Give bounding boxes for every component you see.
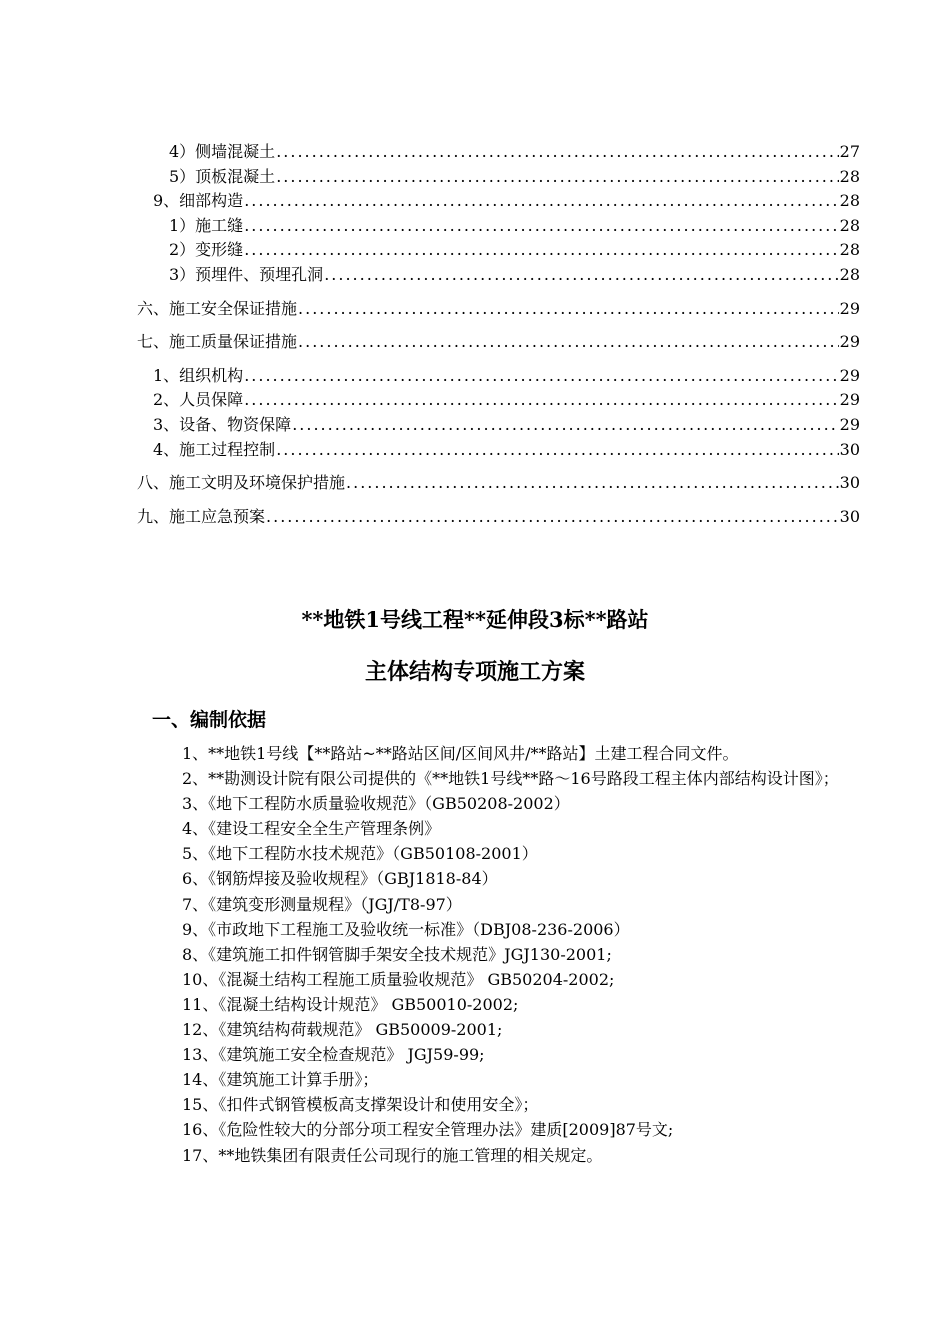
toc-leader-dots [244,388,838,413]
toc-leader-dots [292,413,838,438]
toc-entry[interactable] [137,238,860,263]
reference-item: 9、《市政地下工程施工及验收统一标准》（DBJ08-236-2006） [182,919,630,939]
reference-item: 11、《混凝土结构设计规范》 GB50010-2002; [182,994,519,1014]
reference-item: 15、《扣件式钢管模板高支撑架设计和使用安全》； [182,1095,539,1115]
document-title-line-1: **地铁1号线工程**延伸段3标**路站 [301,607,649,632]
toc-entry[interactable] [137,505,860,530]
reference-item: 14、《建筑施工计算手册》； [182,1070,379,1090]
toc-leader-dots [244,238,838,263]
reference-item: 8、《建筑施工扣件钢管脚手架安全技术规范》JGJ130-2001; [182,944,612,964]
table-of-contents [137,140,860,529]
toc-leader-dots [244,189,838,214]
toc-entry-label: 七、施工质量保证措施 [137,332,298,352]
toc-leader-dots [298,297,839,322]
toc-entry-label: 1）施工缝 [169,215,244,235]
toc-leader-dots [244,364,838,389]
toc-entry[interactable] [137,263,860,288]
reference-item: 7、《建筑变形测量规程》（JGJ/T8-97） [182,894,462,914]
toc-entry[interactable] [137,214,860,239]
toc-entry-label: 4）侧墙混凝土 [169,142,276,161]
toc-entry-label: 九、施工应急预案 [137,506,266,526]
toc-entry-page: 27 [839,142,860,161]
reference-item: 3、《地下工程防水质量验收规范》（GB50208-2002） [182,794,570,814]
toc-entry[interactable] [137,471,860,496]
toc-leader-dots [324,263,838,288]
toc-entry-page: 28 [839,240,860,260]
toc-leader-dots [346,471,839,496]
toc-entry[interactable] [137,413,860,438]
reference-item: 10、《混凝土结构工程施工质量验收规范》 GB50204-2002; [182,969,615,989]
toc-entry-page: 30 [839,439,860,459]
reference-item: 6、《钢筋焊接及验收规程》（GBJ1818-84） [182,869,498,889]
toc-leader-dots [298,330,839,355]
toc-entry-label: 2、人员保障 [153,390,244,410]
toc-entry[interactable] [137,189,860,214]
reference-list [137,741,861,1168]
section-heading: 一、编制依据 [152,709,267,731]
reference-item: 2、**勘测设计院有限公司提供的《**地铁1号线**路～16号路段工程主体内部结构设计图》； [182,769,839,789]
reference-item: 13、《建筑施工安全检查规范》 JGJ59-99; [182,1045,485,1065]
reference-item: 17、**地铁集团有限责任公司现行的施工管理的相关规定。 [182,1145,603,1165]
toc-entry[interactable] [137,388,860,413]
toc-entry-page: 30 [839,473,860,493]
reference-item: 1、**地铁1号线【**路站~**路站区间/区间风井/**路站】土建工程合同文件。 [182,744,739,763]
toc-entry[interactable] [137,364,860,389]
toc-entry-page: 29 [839,332,860,352]
toc-leader-dots [244,214,838,239]
toc-entry-label: 八、施工文明及环境保护措施 [137,473,346,493]
toc-entry-label: 3）预埋件、预埋孔洞 [169,264,324,284]
toc-leader-dots [276,165,838,190]
document-title-line-2: 主体结构专项施工方案 [364,659,585,685]
toc-entry-page: 29 [839,390,860,410]
toc-entry[interactable] [137,297,860,322]
toc-entry-label: 六、施工安全保证措施 [137,298,298,318]
toc-entry-page: 28 [839,264,860,284]
toc-entry-page: 29 [839,414,860,434]
reference-item: 4、《建设工程安全全生产管理条例》 [182,819,441,839]
toc-entry-label: 1、组织机构 [153,365,244,385]
toc-entry[interactable] [137,438,860,463]
toc-entry-page: 28 [839,215,860,235]
reference-item: 5、《地下工程防水技术规范》（GB50108-2001） [182,844,538,864]
toc-entry[interactable] [137,140,860,165]
toc-entry-label: 4、施工过程控制 [153,439,276,459]
toc-entry-page: 28 [839,191,860,211]
toc-entry-label: 9、细部构造 [153,191,244,211]
toc-entry-page: 30 [839,506,860,526]
toc-entry-page: 29 [839,298,860,318]
toc-entry-label: 3、设备、物资保障 [153,414,292,434]
toc-leader-dots [276,140,838,165]
reference-item: 16、《危险性较大的分部分项工程安全管理办法》建质[2009]87号文; [182,1120,674,1140]
toc-entry-page: 29 [839,365,860,385]
toc-leader-dots [276,438,838,463]
toc-leader-dots [266,505,839,530]
toc-entry[interactable] [137,330,860,355]
toc-entry-label: 5）顶板混凝土 [169,166,276,186]
toc-entry[interactable] [137,165,860,190]
toc-entry-label: 2）变形缝 [169,240,244,260]
toc-entry-page: 28 [839,166,860,186]
reference-item: 12、《建筑结构荷载规范》 GB50009-2001; [182,1020,503,1040]
